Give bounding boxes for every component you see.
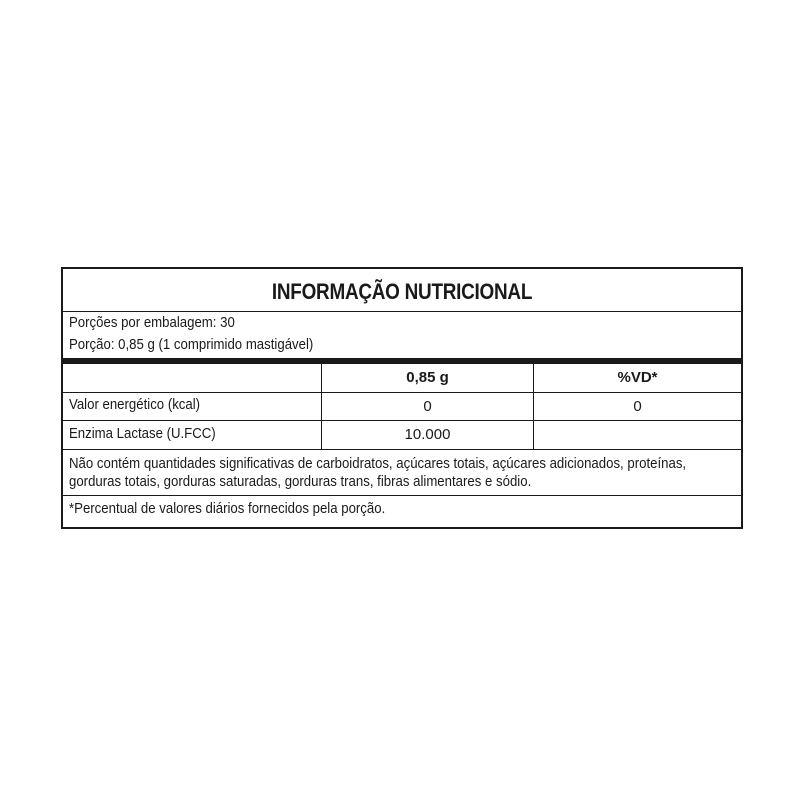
column-header-dv: %VD*: [617, 369, 658, 386]
nutrient-name: Enzima Lactase (U.FCC): [69, 425, 216, 442]
row-divider: [63, 392, 741, 393]
thick-divider: [63, 358, 741, 364]
nutrient-dv: 0: [633, 398, 642, 415]
nutrient-amount: 10.000: [404, 426, 451, 443]
divider: [63, 311, 741, 312]
serving-size: Porção: 0,85 g (1 comprimido mastigável): [69, 336, 314, 353]
note-line: Não contém quantidades significativas de carboidratos, açúcares totais, açúcares adicionados, proteínas,: [69, 455, 687, 472]
nutrient-amount: 0: [423, 398, 432, 415]
row-divider: [63, 420, 741, 421]
column-header-amount: 0,85 g: [406, 369, 449, 386]
servings-per-package: Porções por embalagem: 30: [69, 314, 235, 331]
divider: [63, 449, 741, 450]
divider: [63, 495, 741, 496]
label-title: INFORMAÇÃO NUTRICIONAL: [271, 279, 533, 304]
footnote: *Percentual de valores diários fornecidos pela porção.: [69, 500, 386, 517]
note-line: gorduras totais, gorduras saturadas, gorduras trans, fibras alimentares e sódio.: [69, 473, 532, 490]
nutrient-name: Valor energético (kcal): [69, 396, 201, 413]
nutrition-facts-label: [61, 267, 743, 529]
